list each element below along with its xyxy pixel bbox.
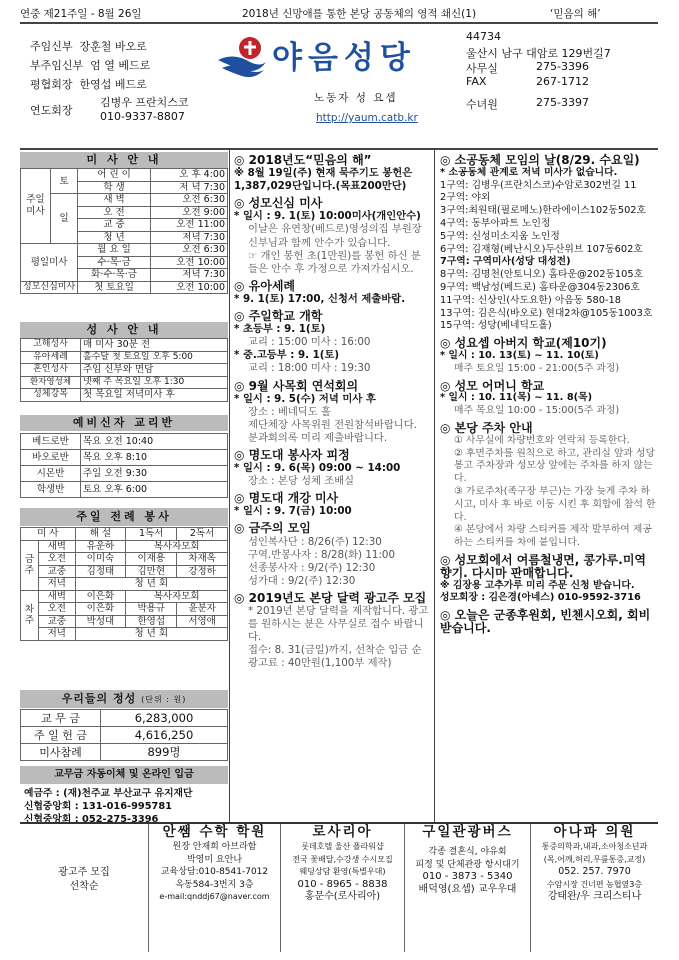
patron-saint: 노동자 성 요셉 [314,92,398,104]
mass-name: 어 린 이 [78,169,151,182]
class-name: 시몬반 [21,466,81,482]
ad-line: 교육상담:010-8541-7012 [160,867,269,878]
service-mass: 저녁 [39,628,76,641]
contact-block [458,28,658,148]
announcements-middle [234,150,430,670]
mass-group: 평일미사 [21,244,78,282]
column-rule [229,150,230,822]
service-person: 강정하 [177,565,228,578]
notice-line: 성모회장 : 김은경(아네스) 010-9592-3716 [440,592,641,604]
ad-line: 각종 결혼식, 야유회 [428,847,507,858]
notice-line: 매주 목요일 10:00 - 15:00(5주 과정) [454,405,620,417]
notice-line: 11구역: 신상인(사도요한) 아음동 580-18 [440,294,622,306]
offering-table [20,709,228,761]
notice-line: 성가대 : 9/2(주) 12:30 [248,574,356,587]
service-person: 청 년 회 [75,628,228,641]
ad-email: e-mail:qnddj67@naver.com [159,892,270,902]
sacrament-info: 주임 신부와 면담 [81,364,228,377]
notice-heading: ◎ 본당 주차 안내 [440,420,533,435]
ad-line: 박영미 요안나 [186,854,243,865]
mass-time: 오 후 4:00 [150,169,227,182]
notice-line: 장소 : 베네딕도 홀 [248,405,331,418]
year-motto: ‘믿음의 해’ [550,8,601,20]
class-name: 베드로반 [21,434,81,450]
address: 울산시 남구 대암로 129번길7 [466,47,611,60]
zip-code: 44734 [466,30,501,43]
service-person: 이은화 [75,603,126,616]
ad-title: 구일관광버스 [422,824,513,840]
offering-label: 교 무 금 [21,710,101,727]
year-theme: 2018년 신망애를 통한 본당 공동체의 영적 쇄신(1) [242,8,477,20]
notice-line: ② 후면주차를 원칙으로 하고, 관리실 앞과 성당 봉고 주차장과 성모상 앞에는 주차를 하지 않는다. [454,447,655,485]
bank-line: 신협중앙회 : 131-016-995781 [24,801,172,812]
ad-strip [20,822,658,952]
notice-line: 5구역: 신성미소지움 노인정 [440,230,560,242]
service-person: 차재옥 [177,553,228,566]
notice-line: 6구역: 김재형(베난시오)두산위브 107동602호 [440,243,643,255]
offering-value: 899명 [101,744,228,761]
notice-line: 13구역: 김은식(바오로) 현대2차@105동1003호 [440,307,653,319]
sacrament-name: 혼인성사 [21,364,81,377]
offering-unit: (단위 : 원) [141,695,187,704]
staff-role: 연도회장 [30,104,73,117]
service-head: 1독서 [126,528,177,541]
mass-time: 오전 6:30 [150,244,227,257]
ad-line: (목,어깨,허리,무릎통증,교정) [543,854,646,864]
service-head: 해 설 [75,528,126,541]
mass-group: 주일미사 [21,169,51,244]
offering-title: 우리들의 정성 [61,692,137,705]
notice-line: * 초등부 : 9. 1(토) [234,323,326,336]
mass-name: 월 요 일 [78,244,151,257]
offering-section-title [20,690,228,708]
service-week: 금주 [21,540,39,590]
sacrament-table [20,338,228,402]
notice-line: * 일시 : 10. 11(목) ~ 11. 8(목) [440,392,593,404]
service-person: 청 년 회 [75,578,228,591]
sacrament-info: 첫 목요일 저녁미사 후 [81,389,228,402]
notice-heading: ◎ 성요셉 아버지 학교(제10기) [440,336,607,351]
ad-recruit [20,824,148,952]
ad-line: 전국 꽃배달,수강생 수시모집 [292,854,393,864]
service-mass: 오전 [39,553,76,566]
issue-date: 연중 제21주일 - 8월 26일 [20,8,142,20]
service-person: 한영섭 [126,615,177,628]
service-person: 유운하 [75,540,126,553]
offering-value: 6,283,000 [101,710,228,727]
ad-line: 웨딩상담 환영(특별우대) [299,867,386,877]
bank-info [24,787,228,826]
bulletin-header [20,20,658,156]
service-person: 박성대 [75,615,126,628]
service-person: 복사자모회 [126,590,228,603]
ad-line: 롯데호텔 울산 플라워샵 [301,842,384,852]
notice-line: * 일시 : 9. 5(수) 저녁 미사 후 [234,392,376,405]
ad-line: 강태완/우 크리스티나 [547,891,642,903]
mass-name: 새 벽 [78,194,151,207]
service-person: 서영애 [177,615,228,628]
ad-title: 안쌤 수학 학원 [162,824,267,840]
service-person: 윤분자 [177,603,228,616]
staff-list [20,20,208,150]
service-mass: 교중 [39,615,76,628]
notice-heading: ◎ 2018년도“믿음의 해” [234,153,372,167]
sacrament-info: 넷째 주 목요일 오후 1:30 [81,376,228,389]
ad-line: 홍문수(로사리아) [304,891,381,903]
service-mass: 오전 [39,603,76,616]
offering-label: 주 일 헌 금 [21,727,101,744]
mass-section-title: 미 사 안 내 [20,152,228,168]
staff-name: 장훈철 바오로 [79,40,147,53]
notice-heading: ◎ 오늘은 군종후원회, 빈첸시오회, 회비 받습니다. [440,608,651,635]
contact-value: 275-3397 [536,96,589,109]
notice-line: 7구역: 구역미사(성당 대성전) [440,256,571,268]
staff-name: 엄 열 베드로 [90,59,151,72]
ad-line: 배덕영(요셉) 교우우대 [418,883,517,895]
sacrament-info: 매 미사 30분 전 [81,339,228,352]
notice-line: ③ 가로주차(족구장 부근)는 가장 늦게 주차 하시고, 미사 후 바로 이동 시킨 후 회합에 참석 한다. [454,485,656,523]
notice-line: * 2019년 본당 달력을 제작합니다. 광고를 원하시는 분은 사무실로 접수 바랍니다. [248,605,429,644]
bank-line: 신협중앙회 : 052-275-3396 [24,814,159,825]
mass-name: 첫 토요일 [78,281,151,294]
mass-name: 수·목·금 [78,256,151,269]
staff-role: 부주임신부 [30,59,84,72]
ad-line: 010 - 3873 - 5340 [422,871,513,883]
ad-title: 로사리아 [312,824,373,840]
ad-math-academy [148,824,280,952]
service-section-title: 주일 전례 봉사 [20,508,228,526]
mass-name: 학 생 [78,181,151,194]
class-time: 주일 오전 9:30 [81,466,228,482]
notice-line: 장소 : 본당 성체 조배실 [248,475,355,488]
notice-line: * 일시 : 9. 1(토) 10:00미사(개인안수) [234,210,421,223]
catechism-section-title: 예비신자 교리반 [20,415,228,431]
bank-section-title: 교무금 자동이체 및 온라인 입금 [20,766,228,784]
offering-value: 4,616,250 [101,727,228,744]
church-emblem-icon [216,34,268,80]
service-mass: 새벽 [39,590,76,603]
mass-name: 화·수·목·금 [78,269,151,282]
issue-line [20,6,660,20]
notice-line: 이날은 유연창(베드로)영성의집 부원장 신부님과 함께 안수가 있습니다. [248,223,422,249]
class-name: 바오로반 [21,450,81,466]
ad-line: 광고주 모집 [58,867,110,878]
notice-line: ④ 본당에서 차량 스티커를 제작 발부하여 제공하는 스티커를 차에 붙입니다. [454,524,652,549]
sacrament-name: 유아세례 [21,351,81,364]
service-mass: 교중 [39,565,76,578]
mass-day: 일 [50,194,77,244]
contact-label: 수녀원 [466,98,498,111]
ad-line: 010 - 8965 - 8838 [297,878,388,890]
staff-role: 주임신부 [30,40,73,53]
mass-name: 오 전 [78,206,151,219]
notice-line: 매주 토요일 15:00 - 21:00(5주 과정) [454,362,620,374]
class-name: 학생반 [21,482,81,498]
notice-line: 15구역: 성당(베네딕도홀) [440,320,552,332]
mass-time: 저녁 7:30 [150,231,227,244]
contact-value: 267-1712 [536,75,589,88]
notice-line: ① 사무실에 차량번호와 연락처 등록한다. [454,434,630,446]
notice-line: 8구역: 김명천(안토니오) 홈타운@202동105호 [440,269,644,281]
staff-name: 김병우 프란치스코 [100,96,189,109]
class-time: 목요 오후 8:10 [81,450,228,466]
ad-line: 052. 257. 7970 [558,866,631,878]
ad-flower-shop [280,824,404,952]
notice-line: ☞ 개인 봉헌 초(1만원)를 봉헌 하신 분들은 안수 후 가정으로 가져가십시오. [248,249,421,275]
service-head: 미 사 [21,528,76,541]
notice-line: * 일시 : 10. 13(토) ~ 11. 10(토) [440,349,599,361]
notice-heading: ◎ 명도대 봉사자 피정 [234,447,350,462]
mass-name: 청 년 [78,231,151,244]
catechism-table [20,433,228,498]
notice-heading: ◎ 소공동체 모임의 날(8/29. 수요일) [440,153,640,167]
ad-line: 옥동584-3번지 3층 [175,879,254,890]
service-person: 이재용 [126,553,177,566]
sacrament-section-title: 성 사 안 내 [20,322,228,338]
notice-line: ※ 김장용 고추가루 미리 주문 신청 받습니다. [440,579,635,591]
sacrament-name: 환자영성체 [21,376,81,389]
mass-time: 오전 11:00 [150,219,227,232]
mass-time: 오전 10:00 [150,281,227,294]
notice-heading: ◎ 유아세례 [234,278,296,293]
staff-name: 한영섭 베드로 [79,78,147,91]
notice-line: 접수: 8. 31(금일)까지, 선착순 입금 순 [248,644,422,657]
ad-tour-bus [404,824,530,952]
notice-heading: ◎ 2019년도 본당 달력 광고주 모집 [234,590,427,605]
mass-time: 저 녁 7:30 [150,181,227,194]
church-name: 야음성당 [272,40,416,76]
staff-phone: 010-9337-8807 [100,110,185,123]
service-person: 박용규 [126,603,177,616]
notice-line: 교리 : 15:00 미사 : 16:00 [248,336,371,349]
service-head: 2독서 [177,528,228,541]
staff-role: 평협회장 [30,78,73,91]
service-person: 이미숙 [75,553,126,566]
notice-line: * 소공동체 관계로 저녁 미사가 없습니다. [440,166,618,178]
notice-line: 성인복사단 : 8/26(주) 12:30 [248,535,382,548]
sacrament-name: 고해성사 [21,339,81,352]
notice-line: * 9. 1(토) 17:00, 신청서 제출바람. [234,292,406,305]
service-week: 차주 [21,590,39,640]
sacrament-name: 성체강복 [21,389,81,402]
offering-label: 미사참례 [21,744,101,761]
notice-line: * 일시 : 9. 7(금) 10:00 [234,505,352,518]
notice-line: 광고료 : 40만원(1,100부 제작) [248,657,392,670]
notice-heading: ◎ 9월 사목회 연석회의 [234,378,359,393]
column-rule [434,150,435,822]
class-time: 토요 오후 6:00 [81,482,228,498]
service-person: 김정태 [75,565,126,578]
announcements-right [440,150,658,635]
church-logo-block [216,28,452,138]
notice-line: 1구역: 김병우(프란치스코)수암로302번길 11 [440,179,637,191]
mass-group: 성모신심미사 [21,281,78,294]
notice-line: 교리 : 18:00 미사 : 19:30 [248,362,371,375]
contact-label: 사무실 [466,62,498,75]
notice-heading: ◎ 명도대 개강 미사 [234,491,339,506]
notice-line: 4구역: 동부아파트 노인정 [440,217,551,229]
service-person: 이은화 [75,590,126,603]
notice-line: 선종봉사자 : 9/2(주) 12:30 [248,561,376,574]
mass-name: 교 중 [78,219,151,232]
bank-line: 예금주 : (재)천주교 부산교구 유지재단 [24,788,193,799]
mass-time: 저녁 7:30 [150,269,227,282]
notice-line: 3구역:최원태(필로메노)한라에이스102동502호 [440,205,646,217]
notice-line: 구역.반봉사자 : 8/28(화) 11:00 [248,548,396,561]
mass-table [20,168,228,294]
mass-day: 토 [50,169,77,194]
ad-title: 아나파 의원 [553,824,636,840]
mass-time: 오전 6:30 [150,194,227,207]
notice-heading: ◎ 성모신심 미사 [234,196,323,211]
notice-line: 9구역: 백남성(베드로) 홈타운@304동2306호 [440,281,640,293]
ad-line: 수암시장 건너편 농협옆3층 [546,879,643,889]
ad-line: 원장 안재희 아브라함 [172,842,257,853]
website-link[interactable]: http://yaum.catb.kr [316,112,418,124]
notice-heading: ◎ 성모 어머니 학교 [440,378,545,393]
service-person: 복사자모회 [126,540,228,553]
notice-heading: ◎ 금주의 모임 [234,521,311,536]
ad-line: 선착순 [69,881,99,892]
notice-heading: ◎ 주일학교 개학 [234,309,323,324]
ad-line: 피정 및 단체관광 항시대기 [415,859,520,870]
class-time: 목요 오전 10:40 [81,434,228,450]
service-mass: 저녁 [39,578,76,591]
service-table [20,527,228,641]
ad-line: 통증의학과,내과,소아청소년과 [541,842,648,852]
service-mass: 새벽 [39,540,76,553]
sacrament-info: 홀수달 첫 토요일 오후 5:00 [81,351,228,364]
ad-clinic [530,824,658,952]
notice-line: * 중.고등부 : 9. 1(토) [234,349,340,362]
service-person: 김만현 [126,565,177,578]
notice-line: 2구역: 야외 [440,192,491,204]
mass-time: 오전 9:00 [150,206,227,219]
notice-line: ※ 8월 19일(주) 현재 묵주기도 봉헌은1,387,029단입니다.(목표200만단) [234,167,413,193]
notice-line: 제단체장 사목위원 전원참석바랍니다. 분과회의록 미리 제출바랍니다. [248,418,417,444]
contact-value: 275-3396 [536,60,589,73]
mass-time: 오전 10:00 [150,256,227,269]
notice-line: * 일시 : 9. 6(목) 09:00 ~ 14:00 [234,462,401,475]
notice-heading: ◎ 성모회에서 여름철냉면, 콩가루.미역 향기. 다시마 판매합니다. [440,552,647,580]
contact-label: FAX [466,75,487,88]
